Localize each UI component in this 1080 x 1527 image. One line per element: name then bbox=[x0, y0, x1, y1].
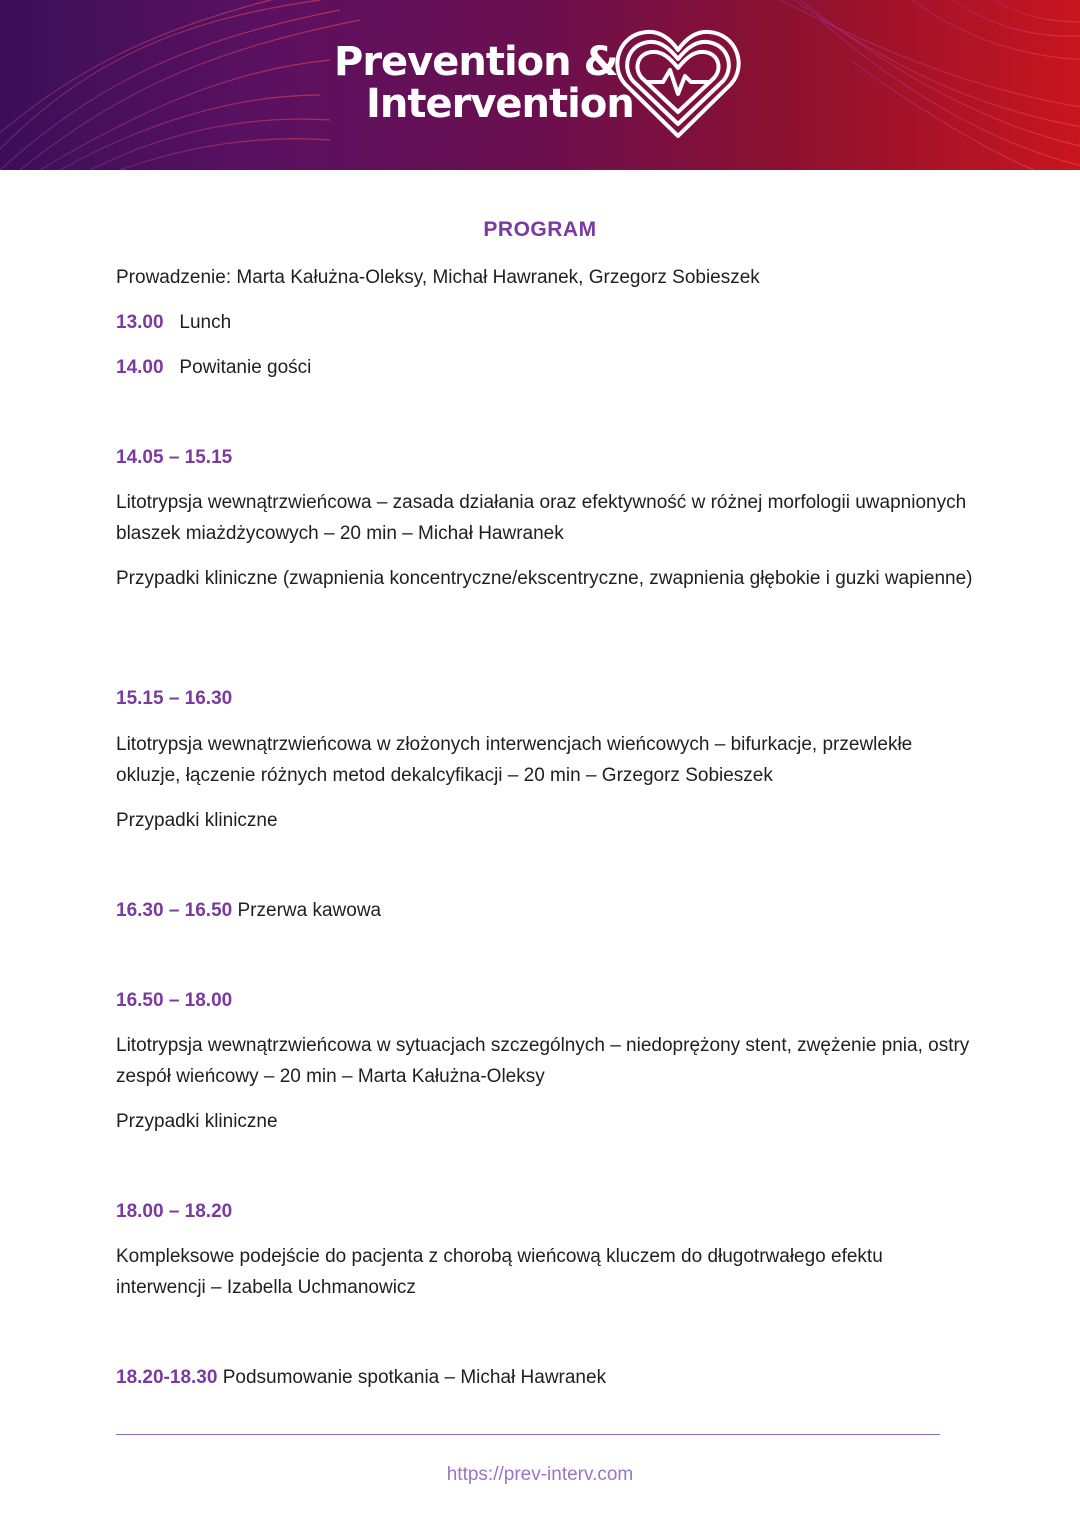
session-time: 14.05 – 15.15 bbox=[116, 447, 233, 468]
session-talk: Litotrypsja wewnątrzwieńcowa – zasada działania oraz efektywność w różnej morfologii uwapnionych blaszek miażdżycowych – 20 min – Michał Hawranek bbox=[116, 492, 967, 544]
header-banner bbox=[0, 0, 1080, 170]
hosts-line: Prowadzenie: Marta Kałużna-Oleksy, Michał Hawranek, Grzegorz Sobieszek bbox=[116, 267, 760, 288]
agenda-time: 14.00 bbox=[116, 357, 164, 378]
agenda-text: Powitanie gości bbox=[179, 357, 312, 378]
session-time: 16.50 – 18.00 bbox=[116, 990, 233, 1011]
agenda-text: Podsumowanie spotkania – Michał Hawranek bbox=[222, 1367, 607, 1388]
footer-url-link[interactable]: https://prev-interv.com bbox=[446, 1464, 634, 1485]
session-cases: Przypadki kliniczne bbox=[116, 810, 278, 831]
session-time: 15.15 – 16.30 bbox=[116, 688, 233, 709]
session-cases: Przypadki kliniczne (zwapnienia koncentryczne/ekscentryczne, zwapnienia głębokie i guzki wapienne) bbox=[116, 568, 973, 589]
session-cases: Przypadki kliniczne bbox=[116, 1111, 278, 1132]
agenda-time: 16.30 – 16.50 bbox=[116, 900, 233, 921]
agenda-item-lunch bbox=[116, 307, 976, 338]
page-title: PROGRAM bbox=[483, 218, 597, 241]
session-talk: Litotrypsja wewnątrzwieńcowa w złożonych interwencjach wieńcowych – bifurkacje, przewlekłe okluzje, łączenie różnych metod dekalcyfikacji – 20 min – Grzegorz Sobieszek bbox=[116, 734, 913, 786]
agenda-item-closing bbox=[116, 1362, 976, 1393]
footer-divider bbox=[116, 1434, 940, 1435]
agenda-time: 13.00 bbox=[116, 312, 164, 333]
session-talk: Litotrypsja wewnątrzwieńcowa w sytuacjach szczególnych – niedoprężony stent, zwężenie pnia, ostry zespół wieńcowy – 20 min – Marta Kałużna-Oleksy bbox=[116, 1035, 970, 1087]
agenda-item-break bbox=[116, 895, 976, 926]
session-talk: Kompleksowe podejście do pacjenta z chorobą wieńcową kluczem do długotrwałego efektu interwencji – Izabella Uchmanowicz bbox=[116, 1246, 883, 1298]
brand-line-2: Intervention bbox=[366, 81, 634, 127]
agenda-text: Lunch bbox=[179, 312, 232, 333]
agenda-text: Przerwa kawowa bbox=[237, 900, 382, 921]
session-time: 18.00 – 18.20 bbox=[116, 1201, 233, 1222]
brand-line-1: Prevention & bbox=[334, 39, 618, 85]
heart-ecg-icon bbox=[615, 26, 741, 142]
agenda-time: 18.20-18.30 bbox=[116, 1367, 218, 1388]
agenda-item-welcome bbox=[116, 352, 976, 383]
